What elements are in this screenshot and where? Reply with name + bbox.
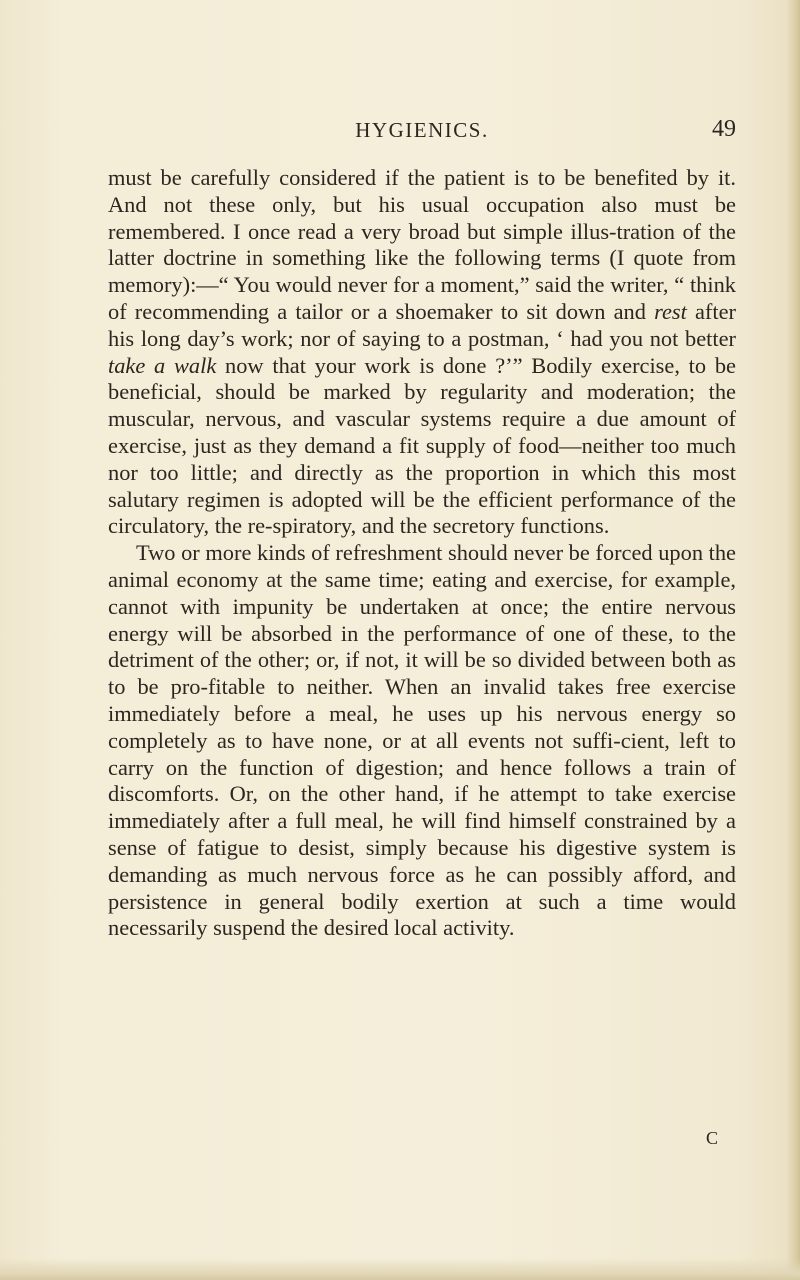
running-head: HYGIENICS. xyxy=(355,118,489,142)
paragraph-1-text-a: must be carefully considered if the patient is to be benefited by it. And not these only, but his usual occupation also must be remembered. I once read a very broad but simple illus-tration of the latter doctrine in something like the following terms (I quote from memory):—“ You would never for a moment,” said the writer, “ think of recommending a tailor or a shoemaker to sit down and xyxy=(108,165,736,324)
italic-take-a-walk: take a walk xyxy=(108,352,217,378)
page-bottom-shadow xyxy=(0,1258,800,1280)
page-edge-shadow xyxy=(786,0,800,1280)
signature-mark: C xyxy=(706,1128,720,1148)
paragraph-2: Two or more kinds of refreshment should never be forced upon the animal economy at the same time; eating and exercise, for example, cannot with impunity be undertaken at once; the entire nervous energy will be absorbed in the performance of one of these, to the detriment of the other; or, if not, it will be so divided between both as to be pro-fitable to neither. When an invalid takes free exercise immediately before a meal, he uses up his nervous energy so completely as to have none, or at all events not suffi-cient, left to carry on the function of digestion; and hence follows a train of discomforts. Or, on the other hand, if he attempt to take exercise immediately after a full meal, he will find himself constrained by a sense of fatigue to desist, simply because his digestive system is demanding as much nervous force as he can possibly afford, and persistence in general bodily exertion at such a time would necessarily suspend the desired local activity. xyxy=(108,540,736,941)
body-text xyxy=(108,165,736,942)
page-number: 49 xyxy=(712,116,736,142)
paragraph-1-text-c: now that your work is done ?’” Bodily exercise, to be beneficial, should be marked by regularity and moderation; the muscular, nervous, and vascular systems require a due amount of exercise, just as they demand a fit supply of food—neither too much nor too little; and directly as the proportion in which this most salutary regimen is adopted will be the efficient performance of the circulatory, the re-spiratory, and the secretory functions. xyxy=(108,352,736,539)
paragraph-1 xyxy=(108,165,736,540)
italic-rest: rest xyxy=(654,298,687,324)
paragraph-1-text-b: after his long day’s work; nor of saying to a postman, ‘ had you not better xyxy=(108,298,737,351)
page-header xyxy=(108,114,736,150)
